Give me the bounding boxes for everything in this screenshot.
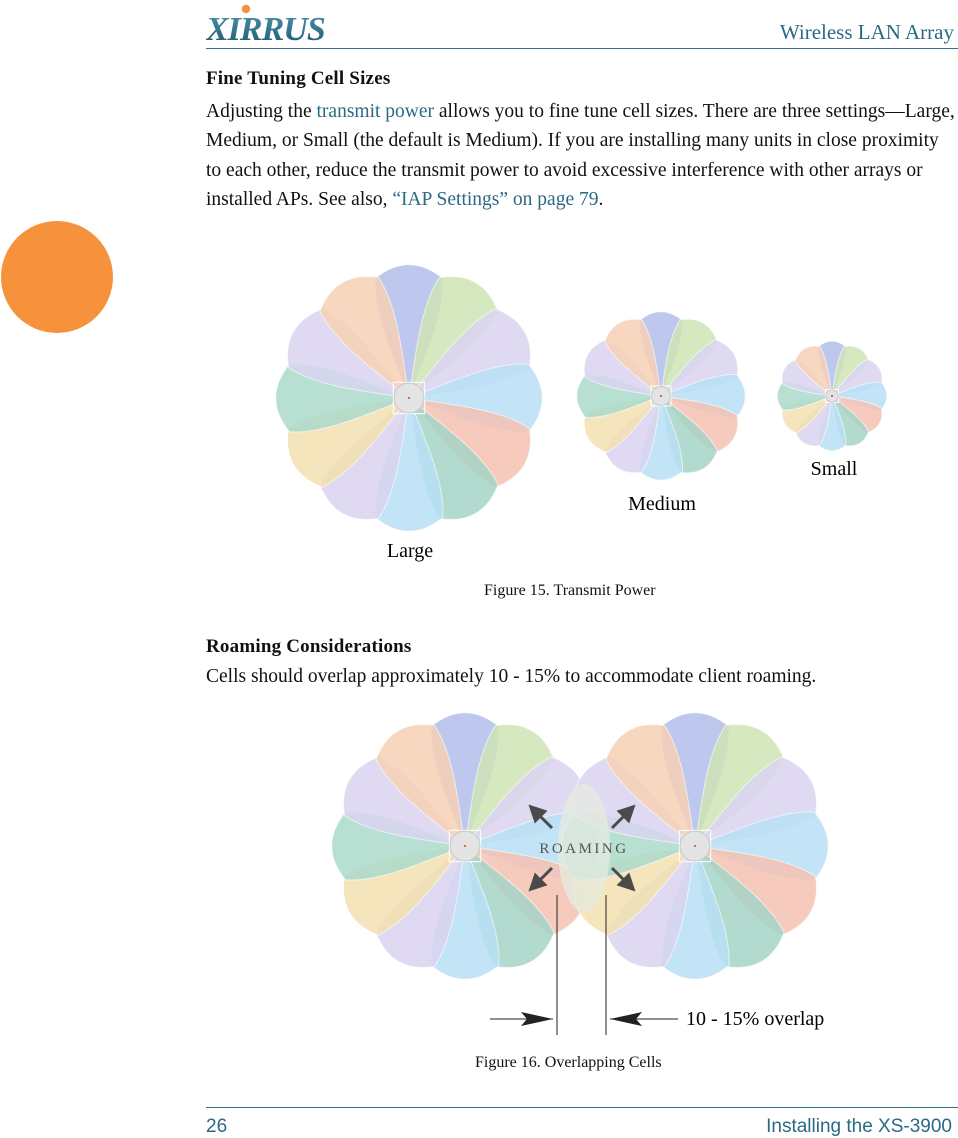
transmit-power-link[interactable]: transmit power xyxy=(316,101,435,122)
page-number: 26 xyxy=(206,1116,228,1137)
header-title: Wireless LAN Array xyxy=(779,20,954,44)
label-small: Small xyxy=(810,458,858,480)
footer-rule xyxy=(206,1107,958,1108)
text-segment: Adjusting the xyxy=(206,101,317,122)
footer-chapter-title: Installing the XS-3900 xyxy=(766,1116,952,1137)
array-led-dot xyxy=(694,845,696,847)
roaming-paragraph: Cells should overlap approximately 10 - 15% to accommodate client roaming. xyxy=(206,666,817,687)
iap-settings-link[interactable]: “IAP Settings” on page 79 xyxy=(392,189,599,211)
label-large: Large xyxy=(386,540,434,562)
text-segment: allows you to fine tune cell sizes. There are three settings—Large, Medium, or Small (the default is Medium). If you are installing many units in close proximity to each other, reduce the transmit power to avoid excessive interference with other arrays or installed APs. See also, xyxy=(206,101,955,211)
text-segment: . xyxy=(598,189,604,211)
array-led-dot xyxy=(464,845,466,847)
section-heading-fine-tuning: Fine Tuning Cell Sizes xyxy=(206,68,391,89)
figure-15-caption: Figure 15. Transmit Power xyxy=(484,582,656,599)
svg-text:XIRRUS: XIRRUS xyxy=(206,11,325,44)
label-medium: Medium xyxy=(628,493,696,515)
roaming-label: ROAMING xyxy=(539,841,629,857)
section-heading-roaming: Roaming Considerations xyxy=(206,636,412,657)
overlap-label: 10 - 15% overlap xyxy=(686,1008,825,1030)
figure-16-caption: Figure 16. Overlapping Cells xyxy=(475,1054,662,1071)
